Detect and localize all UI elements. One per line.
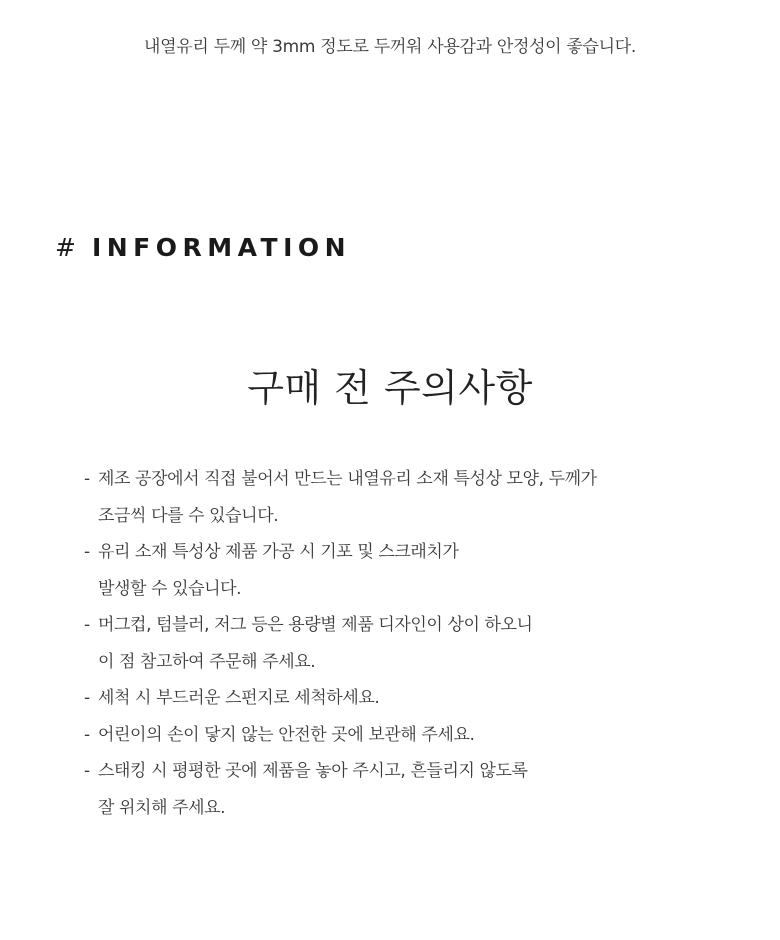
hash-symbol: # [55, 233, 76, 262]
bullet-dash: - [84, 542, 90, 562]
bullet-dash: - [84, 724, 90, 745]
intro-text: 내열유리 두께 약 3mm 정도로 두꺼워 사용감과 안정성이 좋습니다. [143, 37, 637, 57]
notice-line: 잘 위치해 주세요. [98, 797, 226, 818]
bullet-dash: - [84, 688, 90, 708]
bullet-dash: - [84, 615, 90, 635]
notice-line: 세척 시 부드러운 스펀지로 세척하세요. [98, 688, 380, 708]
notice-item [84, 461, 704, 534]
notice-line: 어린이의 손이 닿지 않는 안전한 곳에 보관해 주세요. [98, 724, 475, 745]
information-heading [55, 230, 351, 266]
notice-line: 제조 공장에서 직접 불어서 만드는 내열유리 소재 특성상 모양, 두께가 [98, 469, 597, 489]
notice-line: 조금씩 다를 수 있습니다. [98, 505, 279, 526]
notice-line: 이 점 참고하여 주문해 주세요. [98, 651, 316, 672]
notice-title: 구매 전 주의사항 [247, 366, 533, 410]
bullet-dash: - [84, 761, 90, 781]
notice-line: 스태킹 시 평평한 곳에 제품을 놓아 주시고, 흔들리지 않도록 [98, 761, 528, 781]
notice-line: 유리 소재 특성상 제품 가공 시 기포 및 스크래치가 [98, 542, 459, 562]
bullet-dash: - [84, 469, 90, 489]
notice-item [84, 534, 704, 607]
notice-line: 머그컵, 텀블러, 저그 등은 용량별 제품 디자인이 상이 하오니 [98, 615, 533, 635]
information-label: INFORMATION [91, 233, 352, 262]
notice-item [84, 680, 704, 717]
notice-item [84, 717, 704, 754]
notice-item [84, 753, 704, 826]
notice-item [84, 607, 704, 680]
notice-list [84, 461, 704, 826]
notice-line: 발생할 수 있습니다. [98, 578, 242, 599]
